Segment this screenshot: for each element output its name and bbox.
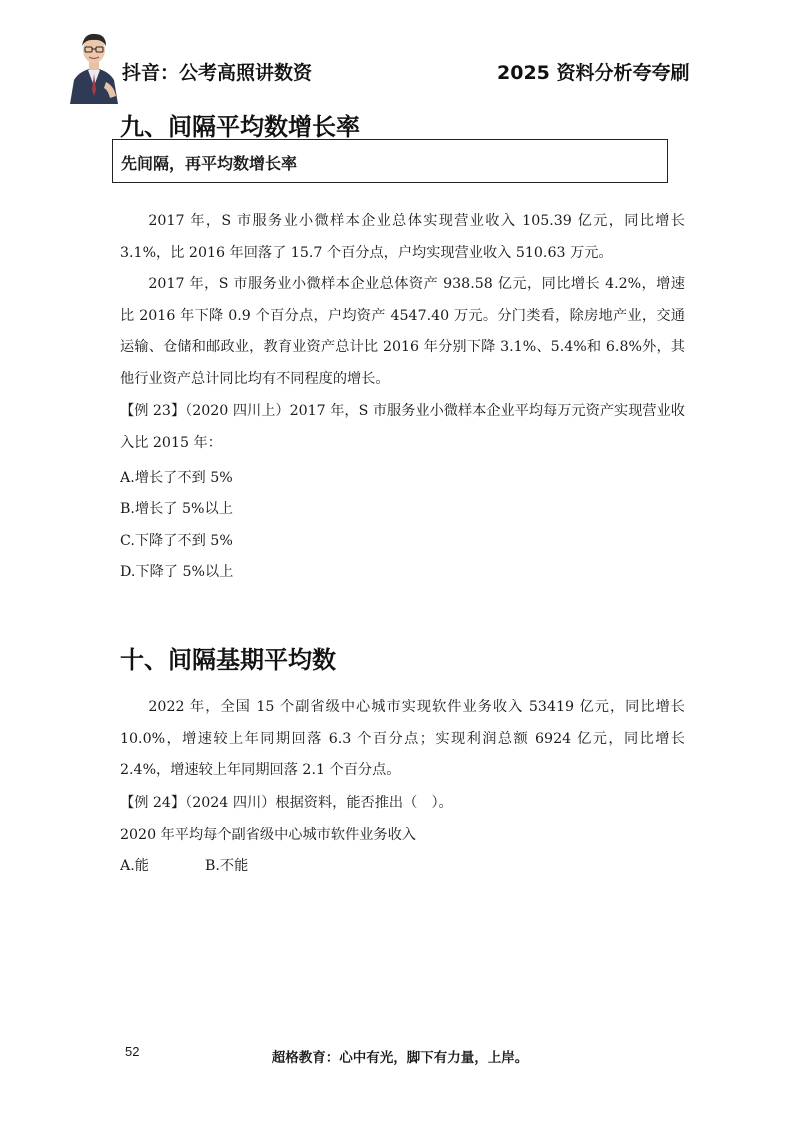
section-9-paragraph-1: 2017 年，S 市服务业小微样本企业总体实现营业收入 105.39 亿元，同比增长 3.1%，比 2016 年回落了 15.7 个百分点，户均实现营业收入 510.63 万元。 bbox=[120, 213, 685, 261]
example-23-option-a: A.增长了不到 5% bbox=[120, 470, 233, 486]
presenter-avatar bbox=[66, 30, 122, 104]
page-number: 52 bbox=[125, 1044, 140, 1059]
tip-text: 先间隔，再平均数增长率 bbox=[121, 154, 298, 173]
example-23-question: 【例 23】（2020 四川上）2017 年，S 市服务业小微样本企业平均每万元资产实现营业收入比 2015 年： bbox=[120, 403, 685, 451]
example-23-option-c: C.下降了不到 5% bbox=[120, 533, 233, 549]
example-24-option-b: B.不能 bbox=[205, 858, 249, 874]
section-10-title: 十、间隔基期平均数 bbox=[120, 646, 336, 674]
example-24-question: 【例 24】（2024 四川）根据资料，能否推出（ ）。 bbox=[120, 795, 453, 811]
header-book-title: 2025 资料分析夸夸刷 bbox=[497, 62, 690, 84]
example-23-option-b: B.增长了 5%以上 bbox=[120, 501, 233, 517]
example-23-option-d: D.下降了 5%以上 bbox=[120, 564, 234, 580]
header-channel-title: 抖音：公考高照讲数资 bbox=[122, 62, 313, 84]
section-9-paragraph-2: 2017 年，S 市服务业小微样本企业总体资产 938.58 亿元，同比增长 4.2%，增速比 2016 年下降 0.9 个百分点，户均资产 4547.40 万元。分门类看，除房地产业，交通运输、仓储和邮政业，教育业资产总计比 2016 年分别下降 3.1%、5.4%和 6.8%外，其他行业资产总计同比均有不同程度的增长。 bbox=[120, 276, 685, 387]
section-9-title: 九、间隔平均数增长率 bbox=[120, 113, 360, 141]
footer-slogan: 超格教育：心中有光，脚下有力量，上岸。 bbox=[271, 1050, 529, 1066]
tip-box bbox=[112, 139, 668, 183]
example-24-option-a: A.能 bbox=[120, 858, 149, 874]
example-24-statement: 2020 年平均每个副省级中心城市软件业务收入 bbox=[120, 827, 416, 843]
section-10-paragraph-1: 2022 年，全国 15 个副省级中心城市实现软件业务收入 53419 亿元，同比增长 10.0%，增速较上年同期回落 6.3 个百分点；实现利润总额 6924 亿元，同比增长 2.4%，增速较上年同期回落 2.1 个百分点。 bbox=[120, 699, 685, 778]
